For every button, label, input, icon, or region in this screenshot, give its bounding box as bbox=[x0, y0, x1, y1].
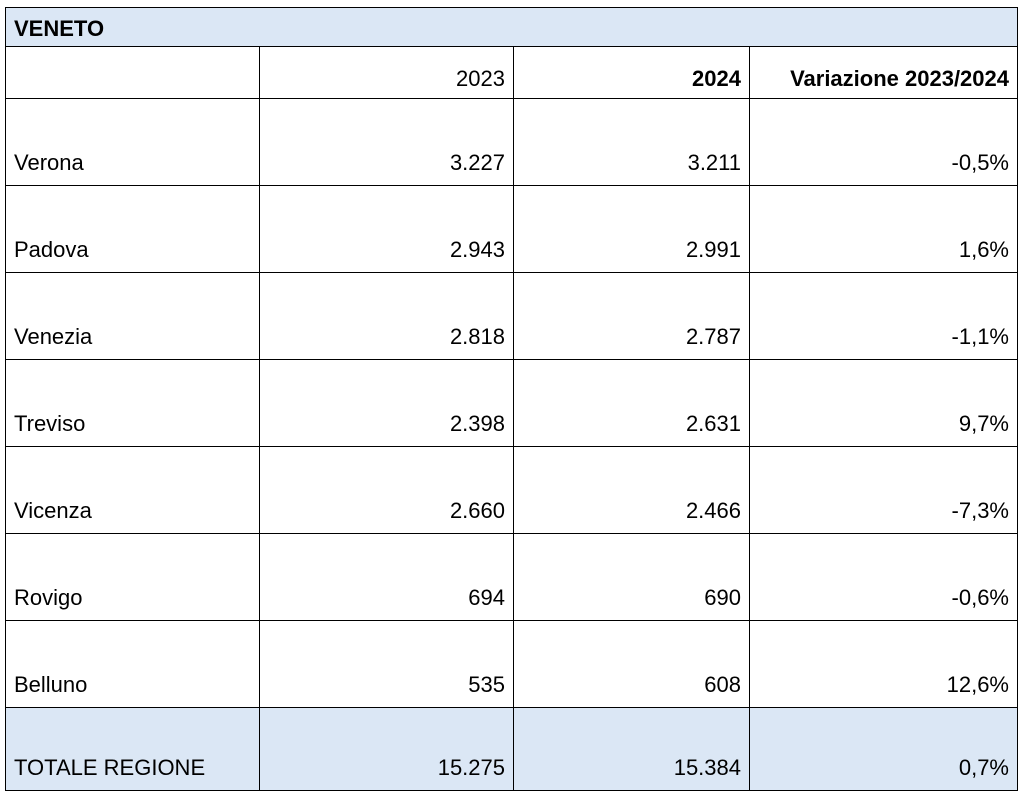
total-2023: 15.275 bbox=[260, 708, 514, 791]
total-variation: 0,7% bbox=[750, 708, 1018, 791]
province-name: Treviso bbox=[6, 360, 260, 447]
value-2023: 535 bbox=[260, 621, 514, 708]
province-name: Venezia bbox=[6, 273, 260, 360]
variation-value: 1,6% bbox=[750, 186, 1018, 273]
value-2024: 608 bbox=[514, 621, 750, 708]
value-2023: 2.660 bbox=[260, 447, 514, 534]
header-label-cell bbox=[6, 47, 260, 99]
variation-value: -1,1% bbox=[750, 273, 1018, 360]
province-name: Belluno bbox=[6, 621, 260, 708]
variation-value: 12,6% bbox=[750, 621, 1018, 708]
value-2023: 694 bbox=[260, 534, 514, 621]
total-row bbox=[6, 708, 1018, 791]
province-name: Padova bbox=[6, 186, 260, 273]
province-name: Vicenza bbox=[6, 447, 260, 534]
table-row bbox=[6, 447, 1018, 534]
value-2024: 3.211 bbox=[514, 99, 750, 186]
value-2024: 690 bbox=[514, 534, 750, 621]
table-row bbox=[6, 360, 1018, 447]
value-2024: 2.466 bbox=[514, 447, 750, 534]
title-row bbox=[6, 8, 1018, 47]
header-variation: Variazione 2023/2024 bbox=[750, 47, 1018, 99]
header-year-2024: 2024 bbox=[514, 47, 750, 99]
table-title: VENETO bbox=[6, 8, 1018, 47]
total-2024: 15.384 bbox=[514, 708, 750, 791]
value-2023: 2.398 bbox=[260, 360, 514, 447]
veneto-table bbox=[5, 7, 1018, 791]
table-row bbox=[6, 621, 1018, 708]
header-row bbox=[6, 47, 1018, 99]
table-row bbox=[6, 186, 1018, 273]
province-name: Rovigo bbox=[6, 534, 260, 621]
table-row bbox=[6, 534, 1018, 621]
table-row bbox=[6, 273, 1018, 360]
variation-value: -7,3% bbox=[750, 447, 1018, 534]
value-2023: 2.818 bbox=[260, 273, 514, 360]
variation-value: 9,7% bbox=[750, 360, 1018, 447]
variation-value: -0,5% bbox=[750, 99, 1018, 186]
variation-value: -0,6% bbox=[750, 534, 1018, 621]
veneto-table-sheet bbox=[5, 7, 1017, 791]
value-2024: 2.991 bbox=[514, 186, 750, 273]
value-2023: 2.943 bbox=[260, 186, 514, 273]
table-row bbox=[6, 99, 1018, 186]
value-2024: 2.631 bbox=[514, 360, 750, 447]
province-name: Verona bbox=[6, 99, 260, 186]
total-label: TOTALE REGIONE bbox=[6, 708, 260, 791]
value-2024: 2.787 bbox=[514, 273, 750, 360]
value-2023: 3.227 bbox=[260, 99, 514, 186]
header-year-2023: 2023 bbox=[260, 47, 514, 99]
